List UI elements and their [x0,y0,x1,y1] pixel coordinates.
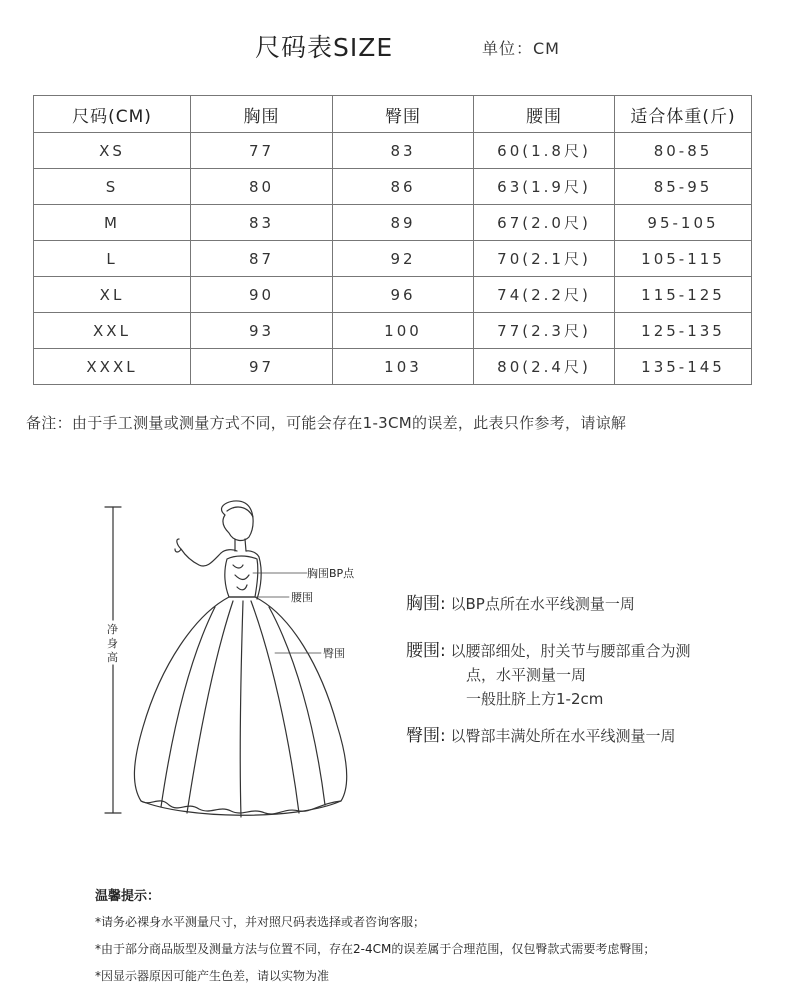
cell-weight: 125-135 [615,313,752,349]
cell-weight: 105-115 [615,241,752,277]
cell-hip: 96 [333,277,474,313]
cell-hip: 103 [333,349,474,385]
chest-key: 胸围: [406,594,446,614]
cell-size: XXL [34,313,191,349]
waist-text-3: 一般肚脐上方1-2cm [466,690,604,708]
unit-label: 单位：CM [482,39,560,58]
cell-size: XS [34,133,191,169]
cell-waist: 63(1.9尺) [474,169,615,205]
cell-waist: 74(2.2尺) [474,277,615,313]
cell-chest: 83 [191,205,333,241]
cell-waist: 77(2.3尺) [474,313,615,349]
table-row [34,313,752,349]
tip-line: *因显示器原因可能产生色差，请以实物为准 [95,969,330,983]
waist-key: 腰围: [406,641,446,661]
left-arm [181,549,221,566]
cell-chest: 77 [191,133,333,169]
page-title: 尺码表SIZE [255,33,394,62]
disclaimer-note: 备注：由于手工测量或测量方式不同，可能会存在1-3CM的误差，此表只作参考，请谅解 [26,414,627,432]
cell-waist: 80(2.4尺) [474,349,615,385]
header-chest: 胸围 [191,96,333,133]
waist-text-2: 点，水平测量一周 [466,666,587,684]
cell-hip: 100 [333,313,474,349]
cell-waist: 70(2.1尺) [474,241,615,277]
waist-label: 腰围 [291,591,313,604]
tip-line: *由于部分商品版型及测量方法与位置不同，存在2-4CM的误差属于合理范围，仅包臀款式需要考虑臀围； [95,942,656,956]
cell-chest: 93 [191,313,333,349]
bodice-outline [225,556,258,597]
tips-title: 温馨提示： [95,889,161,904]
cell-weight: 80-85 [615,133,752,169]
cell-waist: 60(1.8尺) [474,133,615,169]
cell-weight: 85-95 [615,169,752,205]
header-size: 尺码(CM) [34,96,191,133]
hip-label: 臀围 [323,647,345,660]
cell-waist: 67(2.0尺) [474,205,615,241]
cell-chest: 80 [191,169,333,205]
table-row [34,169,752,205]
chest-label: 胸围BP点 [307,567,355,580]
cell-hip: 86 [333,169,474,205]
gown-illustration [95,495,385,835]
cell-chest: 90 [191,277,333,313]
table-row [34,133,752,169]
hip-description [406,724,676,748]
cell-hip: 83 [333,133,474,169]
cell-size: XXXL [34,349,191,385]
cell-weight: 95-105 [615,205,752,241]
table-header-row [34,96,752,133]
table-row [34,205,752,241]
tip-line: *请务必裸身水平测量尺寸，并对照尺码表选择或者咨询客服； [95,915,426,929]
height-label: 净身高 [107,623,118,664]
cell-size: S [34,169,191,205]
tips-section [95,885,655,994]
chest-description [406,592,635,616]
cell-weight: 115-125 [615,277,752,313]
table-row [34,241,752,277]
cell-hip: 92 [333,241,474,277]
table-row [34,277,752,313]
header-waist: 腰围 [474,96,615,133]
hip-key: 臀围: [406,726,446,746]
waist-description [406,639,691,711]
cell-hip: 89 [333,205,474,241]
waist-text-1: 以腰部细处，肘关节与腰部重合为测 [450,642,691,660]
size-table [33,95,752,385]
hip-text: 以臀部丰满处所在水平线测量一周 [450,727,676,745]
header-weight: 适合体重(斤) [615,96,752,133]
cell-chest: 87 [191,241,333,277]
table-row [34,349,752,385]
cell-size: L [34,241,191,277]
cell-size: XL [34,277,191,313]
header-hip: 臀围 [333,96,474,133]
cell-chest: 97 [191,349,333,385]
cell-size: M [34,205,191,241]
chest-text: 以BP点所在水平线测量一周 [450,595,635,613]
cell-weight: 135-145 [615,349,752,385]
